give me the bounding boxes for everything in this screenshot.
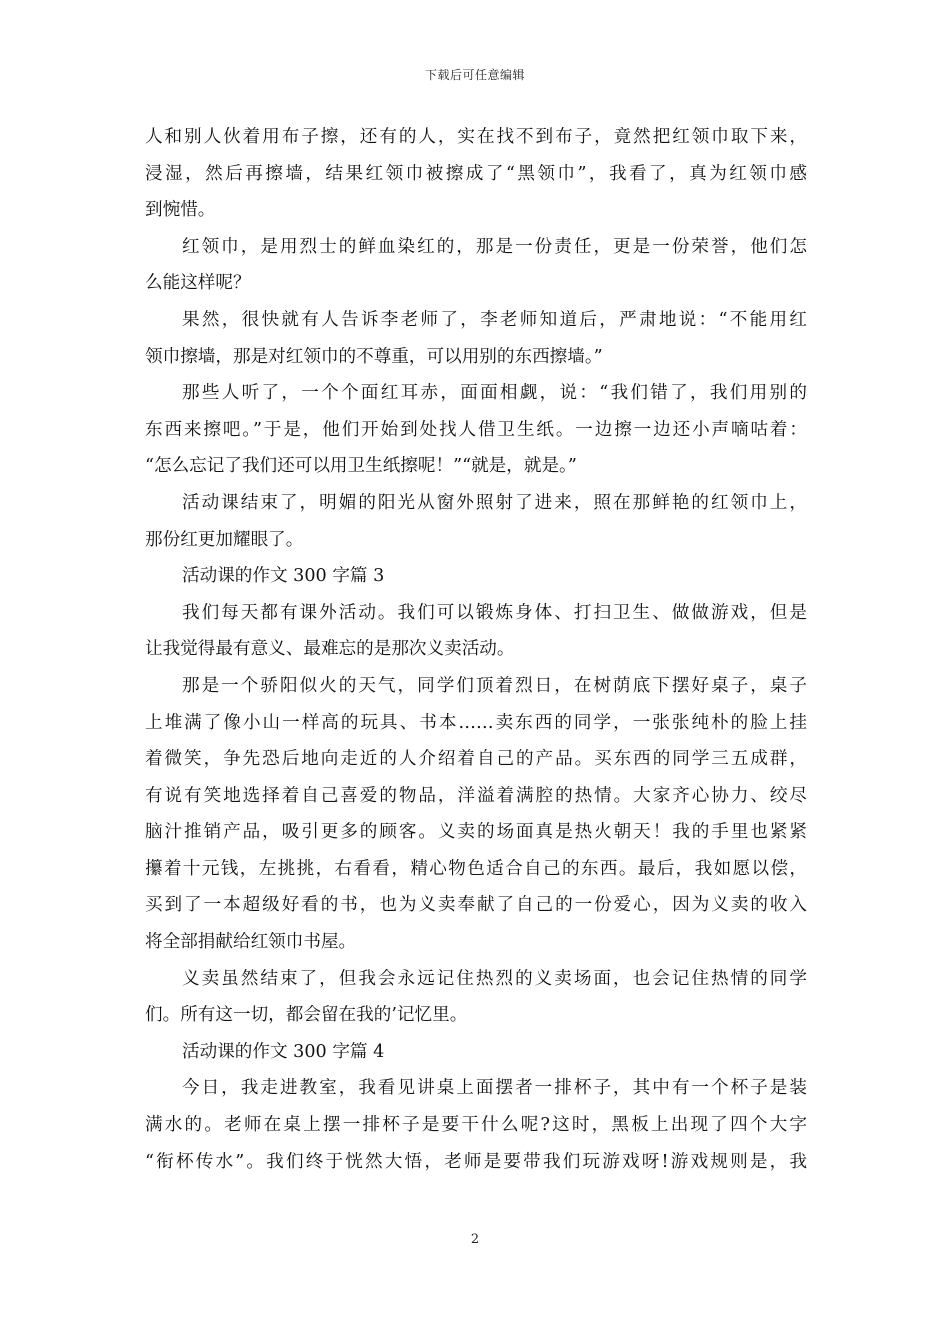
text-line: 义卖虽然结束了，但我会永远记住热烈的义卖场面，也会记住热情的同学: [182, 968, 807, 989]
text-line: 人和别人伙着用布子擦，还有的人，实在找不到布子，竟然把红领巾取下来，: [145, 127, 807, 147]
text-line: 着微笑，争先恐后地向走近的人介绍着自己的产品。买东西的同学三五成群，: [145, 749, 807, 770]
text-line: 果然，很快就有人告诉李老师了，李老师知道后，严肃地说：“不能用红: [182, 309, 807, 330]
text-line: 浸湿，然后再擦墙，结果红领巾被擦成了“黑领巾”，我看了，真为红领巾感: [145, 163, 807, 184]
text-line: 那些人听了，一个个面红耳赤，面面相觑，说：“我们错了，我们用别的: [182, 383, 807, 404]
text-line: 活动课结束了，明媚的阳光从窗外照射了进来，照在那鲜艳的红领巾上，: [182, 492, 807, 513]
text-line: 们。所有这一切，都会留在我的’记忆里。: [145, 1005, 468, 1026]
page-header: 下载后可任意编辑: [424, 68, 525, 82]
document-body: [145, 119, 807, 1180]
text-line: 领巾擦墙，那是对红领巾的不尊重，可以用别的东西擦墙。”: [145, 346, 603, 367]
text-line: 那份红更加耀眼了。: [145, 529, 304, 550]
text-line: 今日，我走进教室，我看见讲桌上面摆者一排杯子，其中有一个杯子是装: [182, 1078, 807, 1099]
text-line: 红领巾，是用烈士的鲜血染红的，那是一份责任，更是一份荣誉，他们怎: [182, 236, 807, 257]
text-line: 么能这样呢？: [145, 273, 251, 294]
text-line: 脑汁推销产品，吸引更多的顾客。义卖的场面真是热火朝天！我的手里也紧紧: [145, 822, 807, 843]
text-line: 满水的。老师在桌上摆一排杯子是要干什么呢?这时，黑板上出现了四个大字: [145, 1115, 807, 1136]
text-line: 攥着十元钱，左挑挑，右看看，精心物色适合自己的东西。最后，我如愿以偿，: [145, 858, 807, 879]
text-line: 活动课的作文 300 字篇 3: [182, 566, 385, 587]
page-number: 2: [470, 1232, 480, 1247]
text-line: 上堆满了像小山一样高的玩具、书本……卖东西的同学，一张张纯朴的脸上挂: [145, 712, 807, 733]
text-line: 活动课的作文 300 字篇 4: [182, 1041, 385, 1062]
text-line: 有说有笑地选择着自己喜爱的物品，洋溢着满腔的热情。大家齐心协力、绞尽: [145, 785, 807, 806]
text-line: “衔杯传水”。我们终于恍然大悟，老师是要带我们玩游戏呀!游戏规则是，我: [145, 1151, 807, 1172]
text-line: 我们每天都有课外活动。我们可以锻炼身体、打扫卫生、做做游戏，但是: [182, 602, 807, 623]
text-line: 东西来擦吧。”于是，他们开始到处找人借卫生纸。一边擦一边还小声嘀咕着：: [145, 419, 807, 440]
text-line: 买到了一本超级好看的书，也为义卖奉献了自己的一份爱心，因为义卖的收入: [145, 895, 807, 916]
text-line: “怎么忘记了我们还可以用卫生纸擦呢！”“就是，就是。”: [145, 456, 577, 477]
text-line: 让我觉得最有意义、最难忘的是那次义卖活动。: [145, 639, 515, 660]
text-line: 那是一个骄阳似火的天气，同学们顶着烈日，在树荫底下摆好桌子，桌子: [182, 675, 807, 696]
text-line: 到惋惜。: [145, 200, 216, 221]
text-line: 将全部捐献给红领巾书屋。: [145, 932, 357, 953]
